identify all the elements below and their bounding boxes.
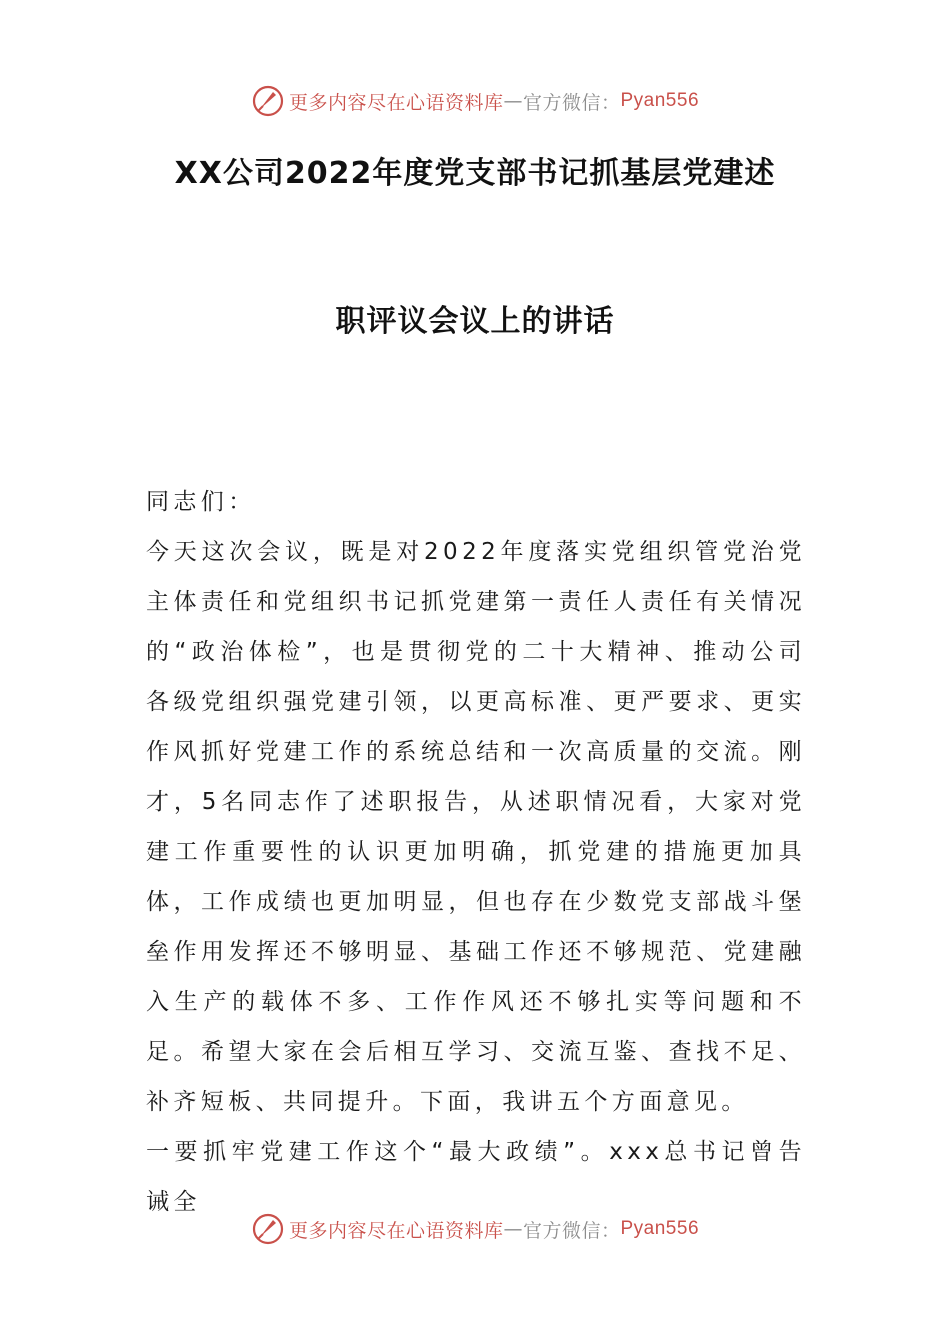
document-title-line1: XX公司2022年度党支部书记抓基层党建述 <box>174 156 776 191</box>
header-watermark <box>0 84 950 118</box>
salutation: 同志们： <box>146 489 256 515</box>
watermark-dash: — <box>503 90 523 112</box>
watermark-side-text: 官方微信： <box>522 91 621 114</box>
document-title-line2: 职评议会议上的讲话 <box>335 304 615 339</box>
watermark-main-text: 更多内容尽在心语资料库 <box>288 91 504 114</box>
quill-logo-icon <box>251 1212 285 1246</box>
watermark-dash: — <box>503 1218 523 1240</box>
paragraph-2: 一要抓牢党建工作这个“最大政绩”。xxx总书记曾告诫全 <box>146 1139 806 1215</box>
footer-watermark <box>0 1212 950 1246</box>
watermark-main-text: 更多内容尽在心语资料库 <box>288 1219 504 1242</box>
watermark-wechat-id: Pyan556 <box>620 1218 700 1239</box>
document-body <box>146 477 806 1227</box>
watermark-wechat-id: Pyan556 <box>620 90 700 111</box>
watermark-side-text: 官方微信： <box>522 1219 621 1242</box>
paragraph-1: 今天这次会议，既是对2022年度落实党组织管党治党主体责任和党组织书记抓党建第一责任人责任有关情况的“政治体检”，也是贯彻党的二十大精神、推动公司各级党组织强党建引领，以更高标准、更严要求、更实作风抓好党建工作的系统总结和一次高质量的交流。刚才，5名同志作了述职报告，从述职情况看，大家对党建工作重要性的认识更加明确，抓党建的措施更加具体，工作成绩也更加明显，但也存在少数党支部战斗堡垒作用发挥还不够明显、基础工作还不够规范、党建融入生产的载体不多、工作作风还不够扎实等问题和不足。希望大家在会后相互学习、交流互鉴、查找不足、补齐短板、共同提升。下面，我讲五个方面意见。 <box>146 539 806 1115</box>
quill-logo-icon <box>251 84 285 118</box>
